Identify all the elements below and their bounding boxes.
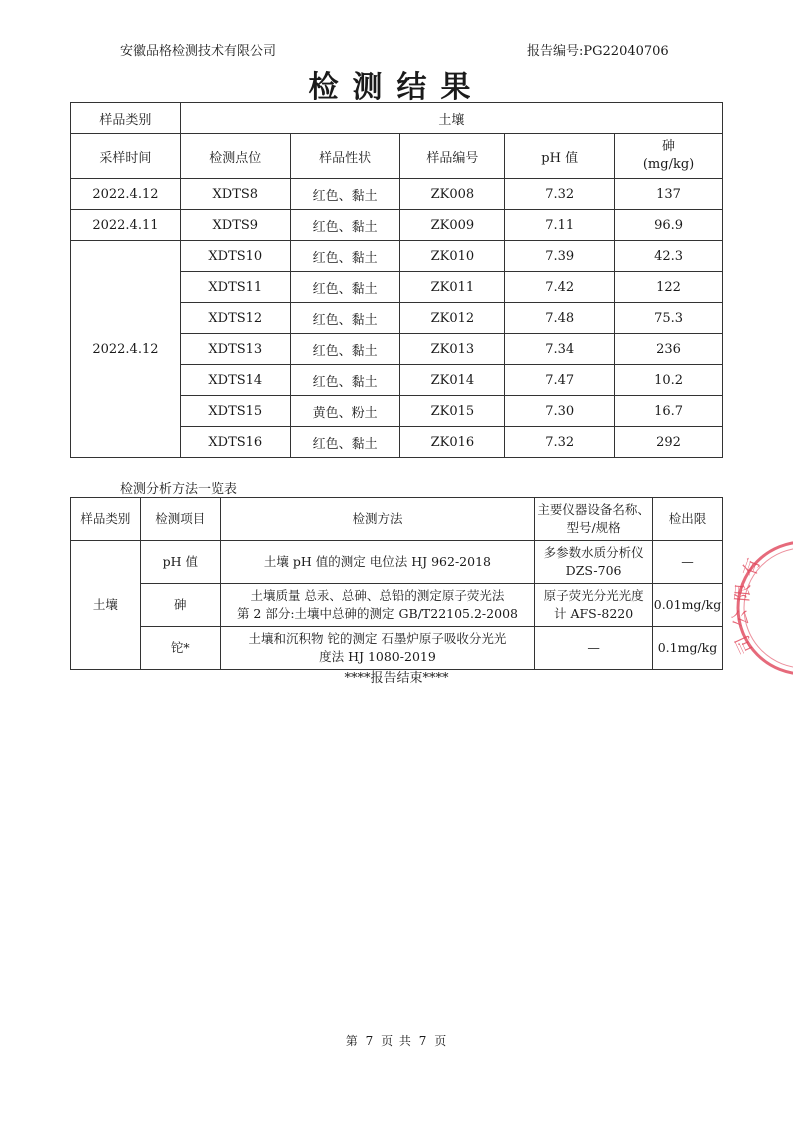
- code-cell: ZK014: [400, 365, 505, 396]
- method-line2: 度法 HJ 1080-2019: [319, 649, 436, 664]
- footer-page: 7: [365, 1034, 375, 1048]
- arsenic-cell: 75.3: [615, 303, 723, 334]
- methods-caption: 检测分析方法一览表: [120, 482, 238, 497]
- code-cell: ZK008: [400, 179, 505, 210]
- arsenic-cell: 42.3: [615, 241, 723, 272]
- table-row: [71, 210, 723, 241]
- seal-char: 有: [738, 555, 765, 580]
- footer-total: 7: [418, 1034, 428, 1048]
- col-header-site: 检测点位: [180, 134, 290, 179]
- site-cell: XDTS10: [180, 241, 290, 272]
- date-cell: 2022.4.12: [71, 179, 181, 210]
- item-cell: 铊*: [140, 627, 220, 670]
- item-cell: 砷: [140, 584, 220, 627]
- col-header-arsenic: [615, 134, 723, 179]
- results-table: [70, 102, 723, 458]
- report-number-label: 报告编号:: [527, 44, 584, 59]
- ph-cell: 7.47: [505, 365, 615, 396]
- instrument-line1: 多参数水质分析仪: [543, 545, 644, 560]
- date-cell: 2022.4.11: [71, 210, 181, 241]
- arsenic-cell: 236: [615, 334, 723, 365]
- seal-char: 限: [732, 582, 755, 603]
- ph-cell: 7.39: [505, 241, 615, 272]
- table-row: [71, 241, 723, 272]
- arsenic-cell: 137: [615, 179, 723, 210]
- item-cell: pH 值: [140, 541, 220, 584]
- trait-cell: 黄色、粉土: [290, 396, 400, 427]
- site-cell: XDTS16: [180, 427, 290, 458]
- code-cell: ZK010: [400, 241, 505, 272]
- instrument-line1: 原子荧光分光光度: [543, 588, 644, 603]
- column-header-row: [71, 134, 723, 179]
- col-header-code: 样品编号: [400, 134, 505, 179]
- mcol-header-method: 检测方法: [220, 498, 534, 541]
- table-row: [71, 179, 723, 210]
- ph-cell: 7.42: [505, 272, 615, 303]
- code-cell: ZK015: [400, 396, 505, 427]
- instrument-line2: 计 AFS-8220: [553, 606, 634, 621]
- code-cell: ZK009: [400, 210, 505, 241]
- code-cell: ZK016: [400, 427, 505, 458]
- methods-header-row: [71, 498, 723, 541]
- trait-cell: 红色、黏土: [290, 427, 400, 458]
- code-cell: ZK012: [400, 303, 505, 334]
- page-footer: [0, 1032, 793, 1049]
- footer-mid: 页 共: [381, 1034, 412, 1048]
- trait-cell: 红色、黏土: [290, 365, 400, 396]
- method-cell: [220, 541, 534, 584]
- col-header-trait: 样品性状: [290, 134, 400, 179]
- mcol-header-instrument: [535, 498, 653, 541]
- ph-cell: 7.11: [505, 210, 615, 241]
- instrument-header-line2: 型号/规格: [566, 520, 621, 535]
- method-cell: [220, 627, 534, 670]
- company-name: 安徽品格检测技术有限公司: [120, 44, 277, 59]
- company-seal-stamp: [729, 538, 793, 678]
- methods-table: [70, 497, 723, 670]
- seal-char: 司: [731, 631, 759, 657]
- instrument-line2: DZS-706: [565, 563, 622, 578]
- mcol-header-category: 样品类别: [71, 498, 141, 541]
- ph-cell: 7.48: [505, 303, 615, 334]
- arsenic-cell: 16.7: [615, 396, 723, 427]
- instrument-header-line1: 主要仪器设备名称、: [537, 502, 650, 517]
- mcol-header-item: 检测项目: [140, 498, 220, 541]
- site-cell: XDTS13: [180, 334, 290, 365]
- arsenic-cell: 96.9: [615, 210, 723, 241]
- code-cell: ZK013: [400, 334, 505, 365]
- arsenic-unit: (mg/kg): [642, 157, 695, 172]
- ph-cell: 7.32: [505, 179, 615, 210]
- trait-cell: 红色、黏土: [290, 179, 400, 210]
- mcol-header-limit: 检出限: [652, 498, 722, 541]
- ph-cell: 7.30: [505, 396, 615, 427]
- method-cell: [220, 584, 534, 627]
- category-cell: 土壤: [71, 541, 141, 670]
- instrument-cell: [535, 541, 653, 584]
- method-line1: 土壤 pH 值的测定 电位法 HJ 962-2018: [263, 554, 491, 569]
- date-cell: 2022.4.12: [71, 241, 181, 458]
- report-number: [527, 40, 669, 59]
- seal-char: 公: [729, 607, 753, 629]
- trait-cell: 红色、黏土: [290, 210, 400, 241]
- site-cell: XDTS8: [180, 179, 290, 210]
- arsenic-cell: 10.2: [615, 365, 723, 396]
- code-cell: ZK011: [400, 272, 505, 303]
- footer-prefix: 第: [345, 1034, 359, 1048]
- col-header-date: 采样时间: [71, 134, 181, 179]
- site-cell: XDTS12: [180, 303, 290, 334]
- instrument-line1: —: [587, 640, 600, 655]
- footer-suffix: 页: [434, 1034, 448, 1048]
- report-number-value: PG22040706: [583, 44, 669, 59]
- method-line1: 土壤质量 总汞、总砷、总铅的测定原子荧光法: [250, 588, 505, 603]
- page-title: 检测结果: [308, 70, 485, 105]
- arsenic-cell: 122: [615, 272, 723, 303]
- site-cell: XDTS9: [180, 210, 290, 241]
- sample-category-label: 样品类别: [71, 103, 181, 134]
- method-line2: 第 2 部分:土壤中总砷的测定 GB/T22105.2-2008: [236, 606, 518, 621]
- trait-cell: 红色、黏土: [290, 334, 400, 365]
- limit-cell: —: [652, 541, 722, 584]
- trait-cell: 红色、黏土: [290, 241, 400, 272]
- trait-cell: 红色、黏土: [290, 272, 400, 303]
- method-line1: 土壤和沉积物 铊的测定 石墨炉原子吸收分光光: [248, 631, 507, 646]
- methods-row: [71, 584, 723, 627]
- instrument-cell: [535, 627, 653, 670]
- ph-cell: 7.32: [505, 427, 615, 458]
- site-cell: XDTS15: [180, 396, 290, 427]
- site-cell: XDTS14: [180, 365, 290, 396]
- arsenic-label: 砷: [662, 139, 676, 154]
- ph-cell: 7.34: [505, 334, 615, 365]
- limit-cell: 0.01mg/kg: [652, 584, 722, 627]
- arsenic-cell: 292: [615, 427, 723, 458]
- site-cell: XDTS11: [180, 272, 290, 303]
- methods-row: [71, 627, 723, 670]
- sample-category-value: 土壤: [180, 103, 722, 134]
- trait-cell: 红色、黏土: [290, 303, 400, 334]
- sample-category-row: [71, 103, 723, 134]
- methods-row: [71, 541, 723, 584]
- limit-cell: 0.1mg/kg: [652, 627, 722, 670]
- instrument-cell: [535, 584, 653, 627]
- report-end-note: ****报告结束****: [344, 671, 449, 686]
- col-header-ph: pH 值: [505, 134, 615, 179]
